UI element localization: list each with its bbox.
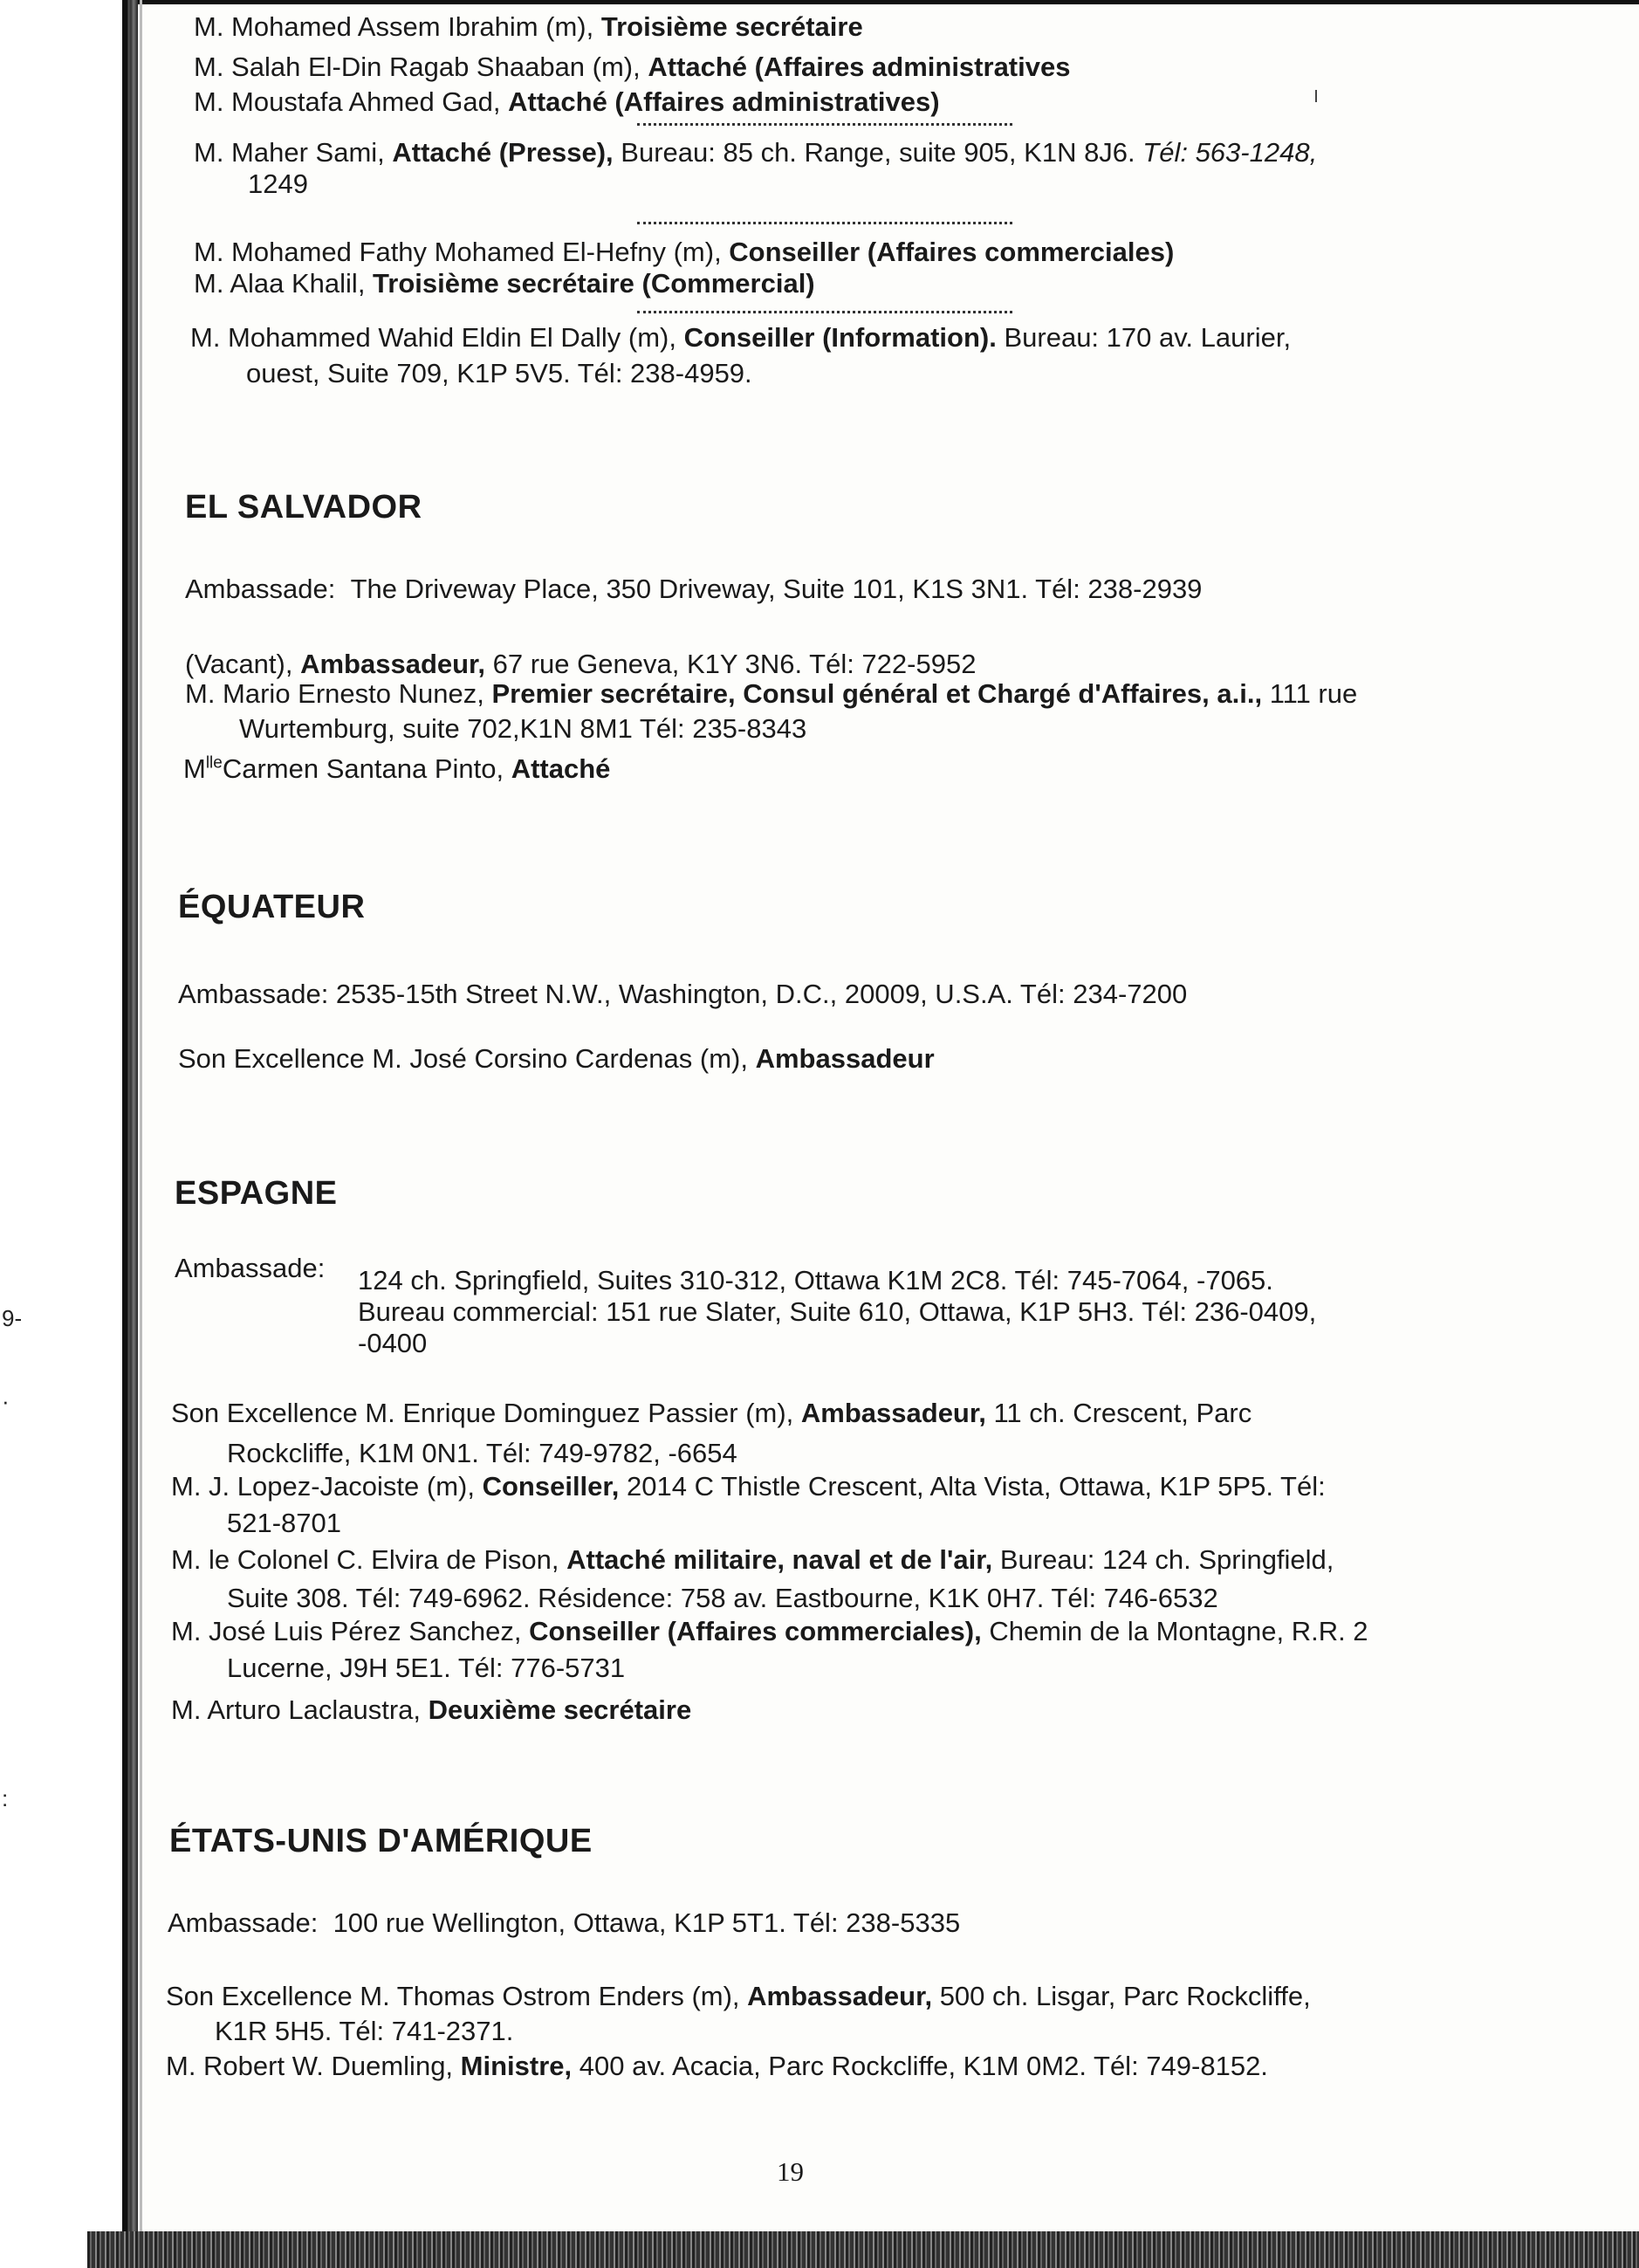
egypt-entry: M. Maher Sami, Attaché (Presse), Bureau: 85 ch. Range, suite 905, K1N 8J6. Tél: 563-1248, xyxy=(194,137,1318,168)
egypt-entry: M. Salah El-Din Ragab Shaaban (m), Attaché (Affaires administratives xyxy=(194,52,1071,82)
left-margin xyxy=(0,0,122,2268)
embassy-address: Ambassade: The Driveway Place, 350 Driveway, Suite 101, K1S 3N1. Tél: 238-2939 xyxy=(185,574,1203,604)
margin-mark: 9- xyxy=(2,1305,23,1331)
diplomat-entry-cont: Suite 308. Tél: 749-6962. Résidence: 758 av. Eastbourne, K1K 0H7. Tél: 746-6532 xyxy=(227,1583,1218,1613)
stray-mark xyxy=(1315,90,1317,102)
country-heading: ÉQUATEUR xyxy=(178,889,366,925)
egypt-entry: M. Mohammed Wahid Eldin El Dally (m), Conseiller (Information). Bureau: 170 av. Laurier, xyxy=(190,322,1292,353)
diplomat-entry: Son Excellence M. Thomas Ostrom Enders (m), Ambassadeur, 500 ch. Lisgar, Parc Rockcliffe, xyxy=(166,1981,1311,2011)
top-border xyxy=(122,0,1639,4)
binding-spine xyxy=(122,0,138,2244)
diplomat-entry: Son Excellence M. José Corsino Cardenas (m), Ambassadeur xyxy=(178,1043,935,1074)
egypt-entry: M. Mohamed Fathy Mohamed El-Hefny (m), Conseiller (Affaires commerciales) xyxy=(194,237,1175,267)
dotted-separator xyxy=(637,123,1012,126)
diplomat-entry: Son Excellence M. Enrique Dominguez Passier (m), Ambassadeur, 11 ch. Crescent, Parc xyxy=(171,1398,1252,1428)
diplomat-entry-cont: K1R 5H5. Tél: 741-2371. xyxy=(215,2016,514,2046)
diplomat-entry: M. Robert W. Duemling, Ministre, 400 av. Acacia, Parc Rockcliffe, K1M 0M2. Tél: 749-8152. xyxy=(166,2051,1268,2081)
diplomat-entry-cont: 521-8701 xyxy=(227,1508,342,1538)
embassy-address: Bureau commercial: 151 rue Slater, Suite 610, Ottawa, K1P 5H3. Tél: 236-0409, xyxy=(358,1296,1317,1327)
diplomat-entry-cont: Wurtemburg, suite 702,K1N 8M1 Tél: 235-8343 xyxy=(239,713,807,744)
embassy-address: Ambassade: 100 rue Wellington, Ottawa, K1P 5T1. Tél: 238-5335 xyxy=(168,1907,961,1938)
scan-bottom-edge xyxy=(87,2231,1639,2268)
embassy-address: Ambassade: 2535-15th Street N.W., Washington, D.C., 20009, U.S.A. Tél: 234-7200 xyxy=(178,979,1188,1009)
country-heading: EL SALVADOR xyxy=(185,489,422,526)
egypt-entry: M. Alaa Khalil, Troisième secrétaire (Commercial) xyxy=(194,268,815,299)
embassy-address: 124 ch. Springfield, Suites 310-312, Ottawa K1M 2C8. Tél: 745-7064, -7065. xyxy=(358,1265,1273,1296)
embassy-address: -0400 xyxy=(358,1328,428,1358)
diplomat-entry: M. J. Lopez-Jacoiste (m), Conseiller, 2014 C Thistle Crescent, Alta Vista, Ottawa, K1P 5P5. Tél: xyxy=(171,1471,1326,1502)
dotted-separator xyxy=(637,222,1012,224)
country-heading: ÉTATS-UNIS D'AMÉRIQUE xyxy=(169,1823,593,1859)
diplomat-entry: M. Mario Ernesto Nunez, Premier secrétaire, Consul général et Chargé d'Affaires, a.i., 111 rue xyxy=(185,678,1358,709)
diplomat-entry: (Vacant), Ambassadeur, 67 rue Geneva, K1Y 3N6. Tél: 722-5952 xyxy=(185,649,977,679)
diplomat-entry: $M^{lle}Carmen$ Santana Pinto, Attaché xyxy=(183,753,611,784)
country-heading: ESPAGNE xyxy=(175,1175,338,1212)
margin-mark: · xyxy=(2,1388,10,1414)
egypt-entry-cont: ouest, Suite 709, K1P 5V5. Tél: 238-4959. xyxy=(246,358,752,388)
diplomat-entry-cont: Rockcliffe, K1M 0N1. Tél: 749-9782, -6654 xyxy=(227,1438,737,1468)
diplomat-entry: M. Arturo Laclaustra, Deuxième secrétaire xyxy=(171,1694,692,1725)
egypt-entry-cont: 1249 xyxy=(248,168,308,199)
diplomat-entry-cont: Lucerne, J9H 5E1. Tél: 776-5731 xyxy=(227,1653,626,1683)
egypt-entry: M. Mohamed Assem Ibrahim (m), Troisième secrétaire xyxy=(194,11,863,42)
dotted-separator xyxy=(637,311,1012,313)
margin-mark: : xyxy=(2,1785,9,1811)
embassy-label: Ambassade: xyxy=(175,1253,326,1283)
binding-shadow xyxy=(140,0,142,2235)
diplomat-entry: M. José Luis Pérez Sanchez, Conseiller (Affaires commerciales), Chemin de la Montagne, R.R. 2 xyxy=(171,1616,1368,1646)
page-number: 19 xyxy=(777,2156,804,2187)
diplomat-entry: M. le Colonel C. Elvira de Pison, Attaché militaire, naval et de l'air, Bureau: 124 ch. Springfield, xyxy=(171,1544,1334,1575)
egypt-entry: M. Moustafa Ahmed Gad, Attaché (Affaires administratives) xyxy=(194,86,940,117)
